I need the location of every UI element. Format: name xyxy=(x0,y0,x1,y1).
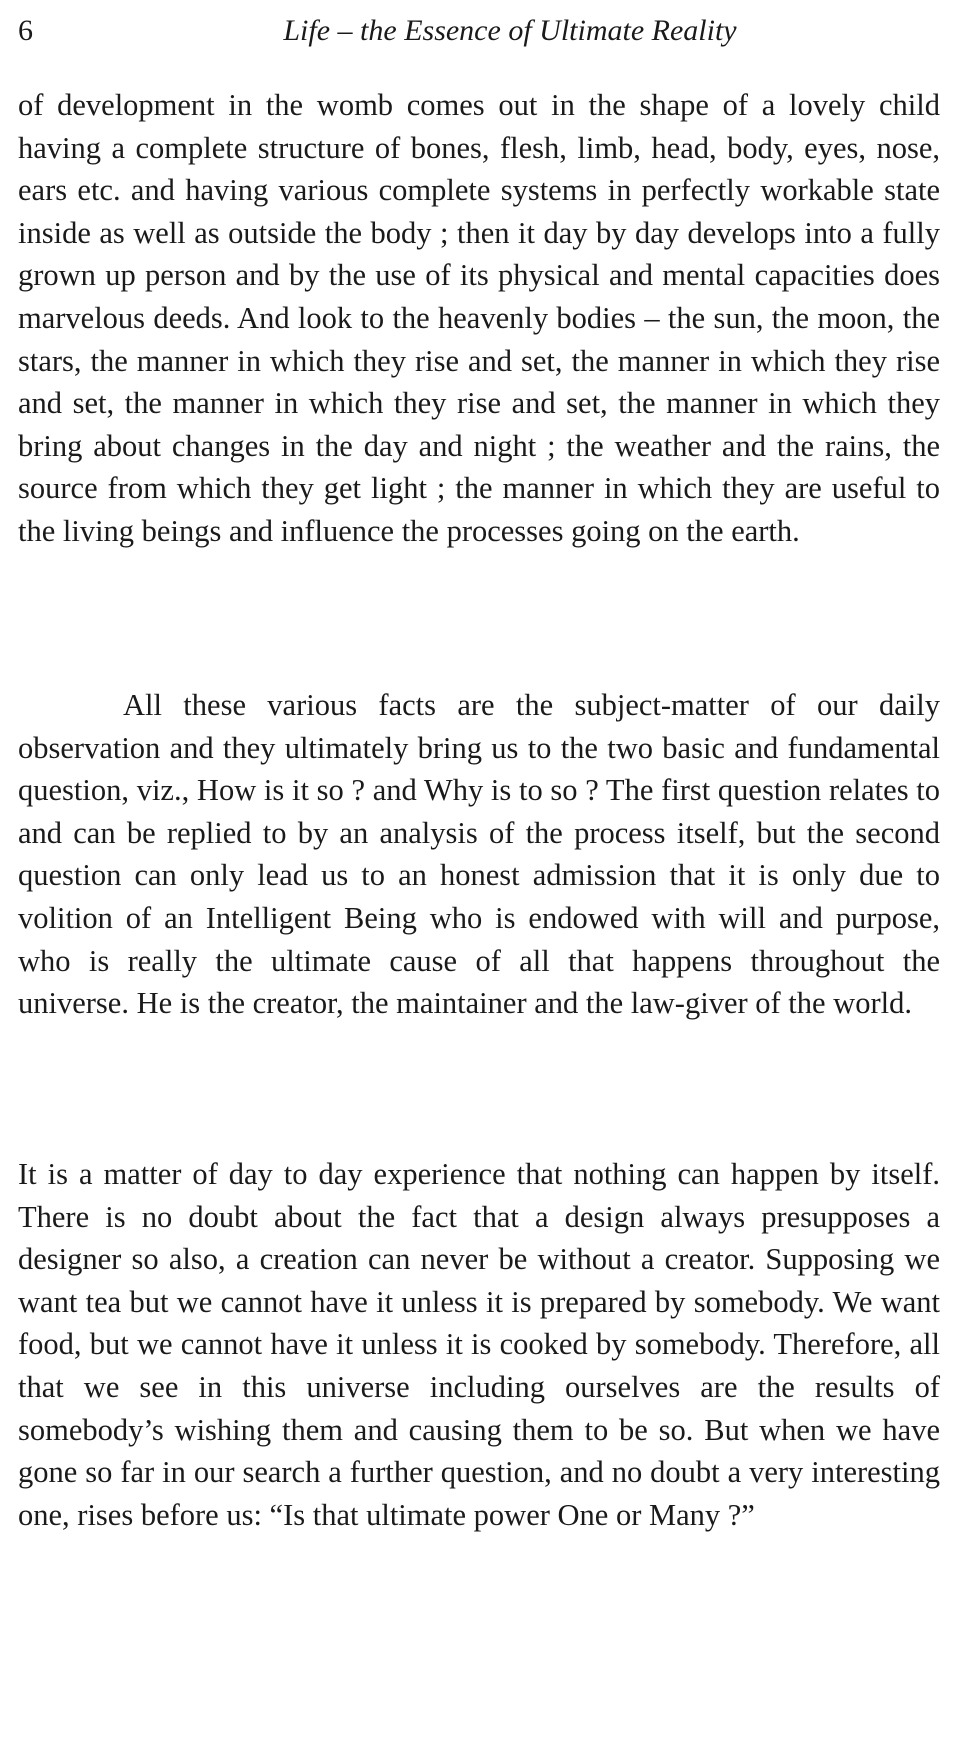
running-header xyxy=(18,8,942,54)
running-title: Life – the Essence of Ultimate Reality xyxy=(283,14,737,47)
body-paragraph: All these various facts are the subject-matter of our daily observation and they ultimately bring us to the two basic and fundamental question, viz., How is it so ? and Why is to so ? The first question relates to and can be replied to by an analysis of the process itself, but the second question can only lead us to an honest admission that it is only due to volition of an Intelligent Being who is endowed with will and purpose, who is really the ultimate cause of all that happens throughout the universe. He is the creator, the maintainer and the law-giver of the world. xyxy=(18,688,940,1021)
body-paragraph: of development in the womb comes out in the shape of a lovely child having a complete structure of bones, flesh, limb, head, body, eyes, nose, ears etc. and having various complete systems in perfectly workable state inside as well as outside the body ; then it day by day develops into a fully grown up person and by the use of its physical and mental capacities does marvelous deeds. And look to the heavenly bodies – the sun, the moon, the stars, the manner in which they rise and set, the manner in which they rise and set, the manner in which they rise and set, the manner in which they bring about changes in the day and night ; the weather and the rains, the source from which they get light ; the manner in which they are useful to the living beings and influence the processes going on the earth. xyxy=(18,88,940,548)
body-paragraph: It is a matter of day to day experience that nothing can happen by itself. There is no doubt about the fact that a design always presupposes a designer so also, a creation can never be without a creator. Supposing we want tea but we cannot have it unless it is prepared by somebody. We want food, but we cannot have it unless it is cooked by somebody. Therefore, all that we see in this universe including ourselves are the results of somebody’s wishing them and causing them to be so. But when we have gone so far in our search a further question, and no doubt a very interesting one, rises before us: “Is that ultimate power One or Many ?” xyxy=(18,1157,940,1532)
page-number: 6 xyxy=(18,14,33,47)
